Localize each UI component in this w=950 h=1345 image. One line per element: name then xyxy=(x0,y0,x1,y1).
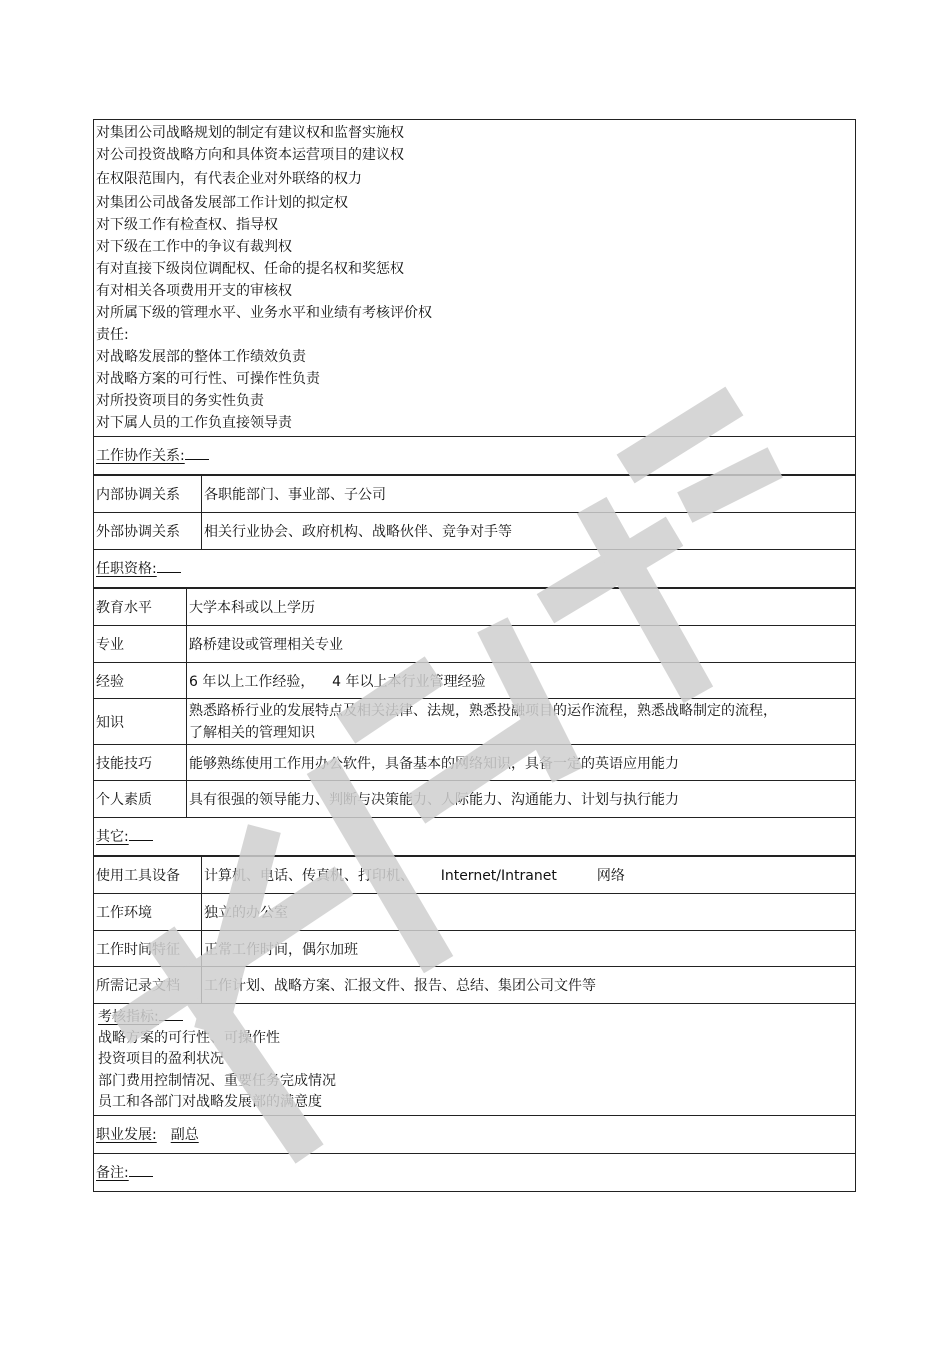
assessment-section xyxy=(93,1004,856,1116)
table-row xyxy=(94,931,856,967)
row-value: 正常工作时间，偶尔加班 xyxy=(202,931,856,967)
row-label: 外部协调关系 xyxy=(94,513,202,550)
table-row xyxy=(94,745,856,781)
responsibility-line: 对战略发展部的整体工作绩效负责 xyxy=(96,349,306,365)
row-value: 6 年以上工作经验， 4 年以上本行业管理经验 xyxy=(187,663,856,699)
row-value: 相关行业协会、政府机构、战略伙伴、竞争对手等 xyxy=(202,513,856,550)
list-item: 投资项目的盈利状况 xyxy=(98,1051,224,1067)
other-table xyxy=(93,856,856,1004)
row-value: 能够熟练使用工作用办公软件，具备基本的网络知识，具备一定的英语应用能力 xyxy=(187,745,856,781)
career-label: 职业发展: xyxy=(96,1127,157,1143)
rights-line: 对所属下级的管理水平、业务水平和业绩有考核评价权 xyxy=(96,305,432,321)
table-row xyxy=(94,857,856,894)
table-row xyxy=(94,894,856,931)
row-value: 熟悉路桥行业的发展特点及相关法律、法规，熟悉投融项目的运作流程，熟悉战略制定的流程，了解相关的管理知识 xyxy=(187,699,856,745)
table-row xyxy=(94,626,856,663)
rights-line: 在权限范围内，有代表企业对外联络的权力 xyxy=(96,171,362,187)
assessment-header xyxy=(96,1006,853,1028)
rights-line: 对集团公司战备发展部工作计划的拟定权 xyxy=(96,195,348,211)
row-value: 各职能部门、事业部、子公司 xyxy=(202,476,856,513)
career-section xyxy=(93,1116,856,1154)
table-row xyxy=(94,663,856,699)
row-label: 工作时间特征 xyxy=(94,931,202,967)
responsibility-line: 对战略方案的可行性、可操作性负责 xyxy=(96,371,320,387)
rights-line: 对集团公司战略规划的制定有建议权和监督实施权 xyxy=(96,125,404,141)
row-label: 经验 xyxy=(94,663,187,699)
collaboration-table xyxy=(93,475,856,550)
list-item: 战略方案的可行性、可操作性 xyxy=(98,1029,280,1046)
list-item: 部门费用控制情况、重要任务完成情况 xyxy=(98,1072,336,1089)
row-label: 使用工具设备 xyxy=(94,857,202,894)
row-label: 教育水平 xyxy=(94,589,187,626)
qualifications-header xyxy=(93,550,856,588)
responsibility-line: 对所投资项目的务实性负责 xyxy=(96,393,264,409)
row-label: 知识 xyxy=(94,699,187,745)
table-row xyxy=(94,781,856,818)
rights-line: 有对相关各项费用开支的审核权 xyxy=(96,283,292,299)
row-value: 工作计划、战略方案、汇报文件、报告、总结、集团公司文件等 xyxy=(202,967,856,1004)
row-value: 独立的办公室 xyxy=(202,894,856,931)
job-description-sheet xyxy=(93,119,856,1192)
table-row xyxy=(94,513,856,550)
table-row xyxy=(94,476,856,513)
row-value: 具有很强的领导能力、判断与决策能力、人际能力、沟通能力、计划与执行能力 xyxy=(187,781,856,818)
collaboration-header-label: 工作协作关系: xyxy=(96,448,185,464)
rights-responsibilities-section xyxy=(93,119,856,437)
collaboration-header xyxy=(93,437,856,475)
other-header-label: 其它: xyxy=(96,829,129,845)
career-value: 副总 xyxy=(170,1127,199,1143)
rights-line: 对公司投资战略方向和具体资本运营项目的建议权 xyxy=(96,147,404,163)
qualifications-header-label: 任职资格: xyxy=(96,561,157,577)
row-value: 计算机、电话、传真机、打印机、 Internet/Intranet 网络 xyxy=(202,857,856,894)
table-row xyxy=(94,967,856,1004)
responsibility-line: 对下属人员的工作负直接领导责 xyxy=(96,415,292,431)
row-label: 工作环境 xyxy=(94,894,202,931)
row-label: 个人素质 xyxy=(94,781,187,818)
row-label: 技能技巧 xyxy=(94,745,187,781)
remarks-label: 备注: xyxy=(96,1165,129,1181)
rights-line: 对下级工作有检查权、指导权 xyxy=(96,217,278,233)
other-header xyxy=(93,818,856,856)
qualifications-table xyxy=(93,588,856,818)
table-row xyxy=(94,589,856,626)
row-label: 所需记录文档 xyxy=(94,967,202,1004)
rights-line: 对下级在工作中的争议有裁判权 xyxy=(96,239,292,255)
assessment-header-label: 考核指标: xyxy=(98,1009,159,1025)
row-value: 路桥建设或管理相关专业 xyxy=(187,626,856,663)
rights-line: 有对直接下级岗位调配权、任命的提名权和奖惩权 xyxy=(96,261,404,277)
table-row xyxy=(94,699,856,745)
responsibility-heading: 责任: xyxy=(96,327,129,343)
row-value: 大学本科或以上学历 xyxy=(187,589,856,626)
list-item: 员工和各部门对战略发展部的满意度 xyxy=(98,1094,322,1110)
row-label: 内部协调关系 xyxy=(94,476,202,513)
row-label: 专业 xyxy=(94,626,187,663)
remarks-section xyxy=(93,1154,856,1192)
